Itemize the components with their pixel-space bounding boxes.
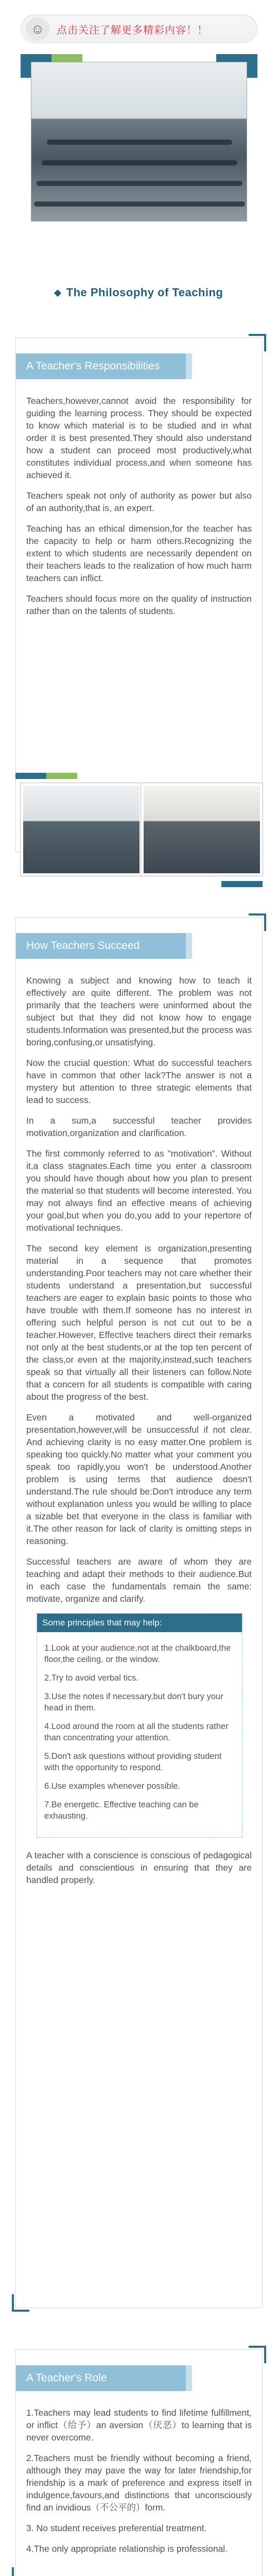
paragraph: Teachers,however,cannot avoid the responsibility for guiding the learning process. They should be expected to know which material is to be studied and in what order it is best presented.They should also understand how a student can proceed most productively,what constitutes individual process,and when someone has achieved it.: [26, 396, 252, 480]
page-title: The Philosophy of Teaching: [0, 286, 278, 299]
classroom-photo: [21, 783, 142, 876]
photo-pair: [15, 773, 263, 896]
paragraph: The second key element is organization,presenting material in a sequence that promotes understanding.Poor teachers may not care whether their students understand a presentation,but successful teachers are eager to explain basic points to those who have trouble with them.If someone has no interest in offering such helpful person is not cut out to be a teacher.However, Effective teachers direct their remarks not only at the best students,or at the top ten percent of the class,or even at the majority,instead,such teachers speak so that virtually all their listeners can follow.Note that a concern for all students is compatible with caring about the progress of the best.: [26, 1243, 252, 1402]
paragraph: 4.The only appropriate relationship is professional.: [26, 2544, 228, 2554]
paragraph: Teachers speak not only of authority as power but also of an authority,that is, an expert.: [26, 490, 252, 513]
corner-decoration: [249, 913, 266, 931]
paragraph: Even a motivated and well-organized presentation,however,will be unsuccessful if not clear. And achieving clarity is no easy matter.One problem is speaking too quickly.No matter what your comment you speak too rapidly,you won't be understood.Another problem is using terms that audience doesn't understand.The rule should be:Don't introduce any term without explanation unless you would be willing to place a sizable bet that everyone in the class is familiar with it.The other reason for lack of clarity is omitting steps in reasoning.: [26, 1412, 252, 1546]
section-heading: A Teacher's Responsibilities: [16, 353, 186, 379]
paragraph: 1.Teachers may lead students to find lifetime fulfillment, or inflict（给予）an aversion（厌恶）to learning that is never overcome.: [26, 2408, 252, 2443]
corner-decoration: [249, 334, 266, 351]
paragraph: Teaching has an ethical dimension,for the teacher has the capacity to help or harm others.Recognizing the extent to which students are necessarily dependent on their teachers leads to the realization of how much harm teachers can inflict.: [26, 523, 252, 583]
smiley-icon: ☺: [26, 17, 49, 41]
success-card: [15, 917, 263, 2308]
principle-item: 4.Lood around the room at all the students rather than concentrating your attention.: [44, 1722, 229, 1742]
principles-heading: Some principles that may help:: [37, 1614, 242, 1632]
paragraph: Now the crucial question: What do successful teachers have in common that other lack?The answer is not a mystery but attention to three strategic elements that lead to success.: [26, 1058, 252, 1105]
principle-item: 2.Try to avoid verbal tics.: [44, 1673, 138, 1683]
classroom-photo: [141, 783, 263, 876]
diamond-icon: [54, 290, 61, 297]
principles-box: [37, 1613, 242, 1838]
paragraph: A teacher with a conscience is conscious of pedagogical details and conscientious in ensuring that they are handled properly.: [26, 1850, 252, 1885]
hero-photo: [31, 62, 247, 222]
principle-item: 5.Don't ask questions without providing student with the opportunity to respond.: [44, 1752, 222, 1772]
paragraph: 3. No student receives preferential treatment.: [26, 2523, 207, 2533]
decoration: [15, 773, 46, 779]
paragraph: Knowing a subject and knowing how to teach it effectively are quite different. The problem was not primarily that the teachers were uninformed about the subject but that they did not know how to engage students.Information was presented,but the process was boring,confusing,or unsatisfying.: [26, 975, 252, 1047]
principle-item: 1.Look at your audience,not at the chalkboard,the floor,the ceiling, or the window.: [44, 1643, 231, 1664]
corner-decoration: [249, 2346, 266, 2363]
paragraph: Teachers should focus more on the quality of instruction rather than on the talents of students.: [26, 594, 252, 616]
section-body: [26, 2406, 252, 2563]
section-heading: How Teachers Succeed: [16, 933, 186, 959]
paragraph: 2.Teachers must be friendly without becoming a friend, although they may pave the way for later friendship,for friendship is a mark of preference and express itself in indulgence,favours,and distinctions that unconsciously find an invidious（不公平的）form.: [26, 2453, 252, 2513]
follow-text: 点击关注了解更多精彩内容！！: [57, 24, 208, 36]
section-body: [26, 974, 252, 1894]
decoration: [221, 881, 263, 887]
section-body: [26, 395, 252, 625]
paragraph: In a sum,a successful teacher provides motivation,organization and clarification.: [26, 1115, 252, 1138]
section-heading: A Teacher's Role: [16, 2365, 186, 2391]
paragraph: The first commonly referred to as "motivation". Without it,a class stagnates.Each time you enter a classroom you should have though about how you plan to present the material so that students will become interested. You may not always find an effective means of achieving your goal,but when you do,you add to your repertore of motivational techniques.: [26, 1148, 252, 1233]
principle-item: 7.Be energetic. Effective teaching can be exhausting.: [44, 1800, 199, 1821]
corner-decoration: [12, 2567, 29, 2576]
principle-item: 6.Use examples whenever possible.: [44, 1782, 181, 1791]
role-card: [15, 2349, 263, 2576]
corner-decoration: [12, 2294, 29, 2312]
paragraph: Successful teachers are aware of whom they are teaching and adapt their methods to their audience.But in each case the fundamentals remain the same: motivate, organize and clarify.: [26, 1556, 252, 1604]
decoration: [46, 773, 77, 779]
principle-item: 3.Use the notes if necessary,but don't bury your head in them.: [44, 1692, 223, 1713]
follow-banner[interactable]: [21, 14, 257, 43]
